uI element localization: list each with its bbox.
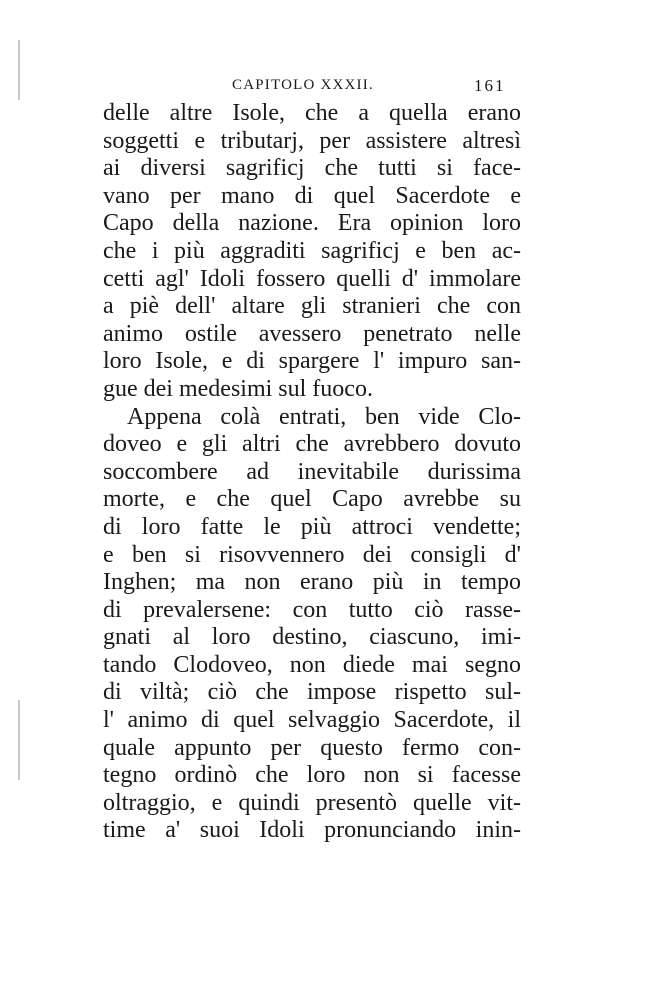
- text-line: soggetti e tributarj, per assistere altresì: [103, 127, 521, 154]
- text-line: doveo e gli altri che avrebbero dovuto: [103, 431, 521, 458]
- page-edge-mark: [18, 40, 20, 100]
- text-line: Inghen; ma non erano più in tempo: [103, 569, 521, 596]
- page-edge-mark: [18, 700, 20, 780]
- running-head: CAPITOLO XXXII.: [232, 77, 374, 93]
- paragraph: [103, 100, 521, 404]
- text-line: vano per mano di quel Sacerdote e: [103, 182, 521, 209]
- text-line: delle altre Isole, che a quella erano: [103, 100, 521, 126]
- text-line: ai diversi sagrificj che tutti si face-: [103, 155, 521, 182]
- text-line: tegno ordinò che loro non si facesse: [103, 762, 521, 789]
- text-line: di loro fatte le più attroci vendette;: [103, 513, 521, 540]
- text-line: che i più aggraditi sagrificj e ben ac-: [103, 237, 521, 264]
- text-line: oltraggio, e quindi presentò quelle vit-: [103, 789, 521, 816]
- text-line: soccombere ad inevitabile durissima: [103, 458, 521, 485]
- text-line: tando Clodoveo, non diede mai segno: [103, 651, 521, 678]
- page-number: 161: [474, 76, 506, 95]
- text-line: morte, e che quel Capo avrebbe su: [103, 486, 521, 513]
- text-line: quale appunto per questo fermo con-: [103, 734, 521, 761]
- text-line: cetti agl' Idoli fossero quelli d' immolare: [103, 265, 521, 292]
- text-line: time a' suoi Idoli pronunciando inin-: [103, 817, 521, 844]
- text-line: l' animo di quel selvaggio Sacerdote, il: [103, 707, 521, 734]
- text-line: di prevalersene: con tutto ciò rasse-: [103, 596, 521, 623]
- text-line: loro Isole, e di spargere l' impuro san-: [103, 348, 521, 375]
- text-line: Appena colà entrati, ben vide Clo-: [127, 403, 521, 430]
- paragraph: [103, 404, 521, 846]
- text-line: animo ostile avessero penetrato nelle: [103, 320, 521, 347]
- text-line: di viltà; ciò che impose rispetto sul-: [103, 679, 521, 706]
- text-line: a piè dell' altare gli stranieri che con: [103, 293, 521, 320]
- text-line: gue dei medesimi sul fuoco.: [103, 375, 373, 402]
- text-line: Capo della nazione. Era opinion loro: [103, 210, 521, 237]
- text-line: gnati al loro destino, ciascuno, imi-: [103, 624, 521, 651]
- body-text: [103, 100, 521, 845]
- text-line: e ben si risovvennero dei consigli d': [103, 541, 521, 568]
